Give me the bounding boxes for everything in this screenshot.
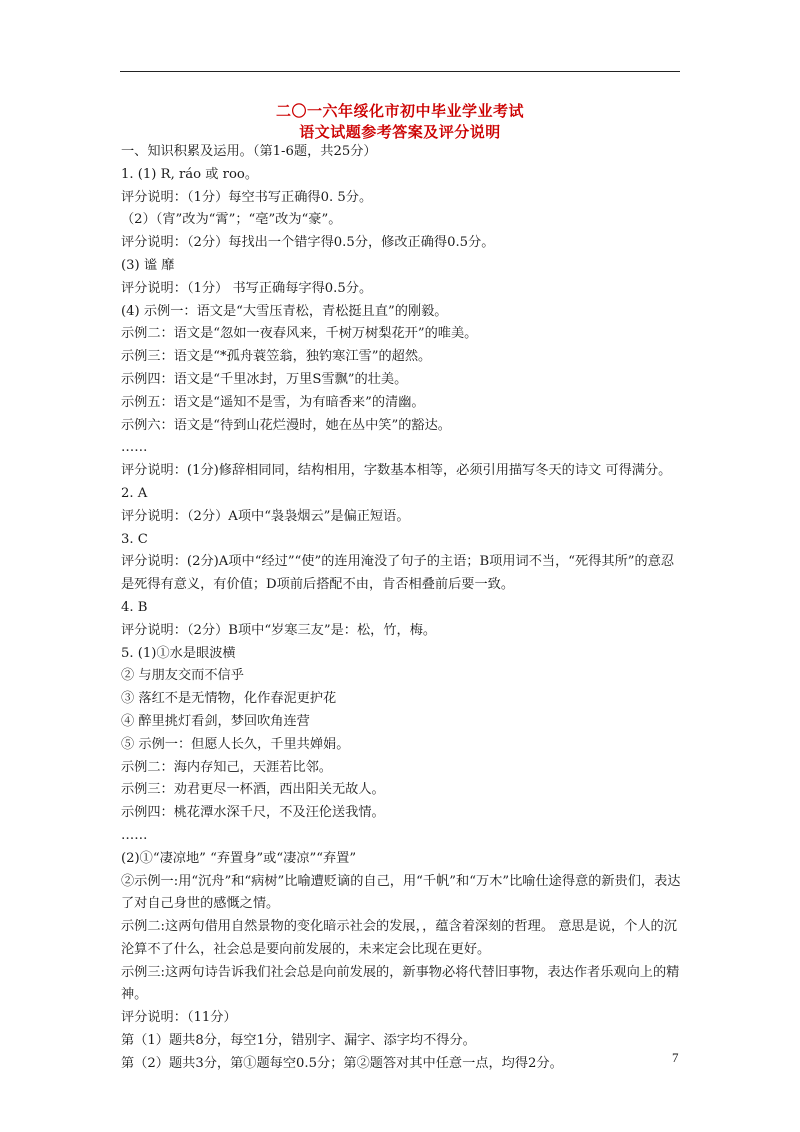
document-subtitle: 语文试题参考答案及评分说明	[299, 123, 501, 141]
answer-content	[121, 141, 687, 1076]
text-line: 示例二：海内存知己，天涯若比邻。	[121, 759, 332, 775]
text-line: 示例六：语文是“待到山花烂漫时，她在丛中笑”的豁达。	[121, 417, 451, 433]
text-line: 2. A	[121, 485, 148, 501]
text-line: ②示例一:用“沉舟”和“病树”比喻遭贬谪的自己，用“千帆”和“万木”比喻仕途得意的新贵们，表达了对自己身世的感慨之情。	[121, 873, 681, 912]
text-line: ② 与朋友交而不信乎	[121, 668, 244, 684]
text-line: (2)①“凄凉地” “弃置身”或“凄凉”“弃置”	[121, 850, 357, 866]
text-line: ④ 醉里挑灯看剑，梦回吹角连营	[121, 713, 310, 729]
header-rule	[120, 71, 680, 72]
text-line: 第（1）题共8分，每空1分，错别字、漏字、添字均不得分。	[121, 1033, 476, 1049]
text-line: 评分说明：(1分)修辞相同同，结构相用，字数基本相等，必须引用描写冬天的诗文 可得满分。	[121, 463, 672, 479]
text-line: 示例四：桃花潭水深千尺，不及汪伦送我情。	[121, 805, 385, 821]
text-line: ③ 落红不是无情物，化作春泥更护花	[121, 691, 337, 707]
document-title: 二〇一六年绥化市初中毕业学业考试	[275, 102, 524, 120]
text-line: 示例三：语文是“*孤舟蓑笠翁，独钓寒江雪”的超然。	[121, 349, 432, 365]
text-line: 示例三:这两句诗告诉我们社会总是向前发展的，新事物必将代替旧事物，表达作者乐观向上的精神。	[121, 964, 680, 1003]
text-line: 评分说明：（11分）	[121, 1010, 237, 1026]
text-line: 评分说明：(2分)A项中“经过”“使”的连用淹没了句子的主语；B项用词不当，“死得其所”的意忍是死得有意义，有价值；D项前后搭配不由，肯否相叠前后要一致。	[121, 554, 675, 593]
text-line: 示例五：语文是“遥知不是雪，为有暗香来”的清幽。	[121, 394, 425, 410]
page-number: 7	[672, 1050, 679, 1065]
text-line: 示例三：劝君更尽一杯酒，西出阳关无故人。	[121, 782, 385, 798]
section-heading: 一、知识积累及运用。（第1-6题，共25分）	[121, 144, 377, 159]
ellipsis-line: ……	[121, 440, 148, 456]
text-line: 第（2）题共3分，第①题每空0.5分；第②题答对其中任意一点，均得2分。	[121, 1055, 563, 1071]
ellipsis-line: ……	[121, 827, 148, 843]
text-line: 评分说明：（2分）A项中“袅袅烟云”是偏正短语。	[121, 508, 410, 524]
text-line: 示例二:这两句借用自然景物的变化暗示社会的发展，，蕴含着深刻的哲理。 意思是说，个人的沉沦算不了什么，社会总是要向前发展的，未来定会比现在更好。	[121, 919, 677, 957]
text-line: (3) 谧 靡	[121, 257, 175, 273]
text-line: 评分说明：（2分）B项中“岁寒三友”是：松，竹，梅。	[121, 622, 437, 638]
text-line: 1. (1) R, ráo 或 roo。	[121, 166, 259, 182]
text-line: 评分说明：（1分）每空书写正确得0. 5分。	[121, 189, 373, 205]
text-line: 示例四：语文是“千里冰封，万里S雪飘”的壮美。	[121, 371, 408, 387]
text-line: 评分说明：（1分） 书写正确每字得0.5分。	[121, 280, 373, 296]
text-line: 3. C	[121, 531, 148, 547]
text-line: ⑤ 示例一：但愿人长久，千里共婵娟。	[121, 736, 350, 752]
text-line: 5. (1)①水是眼波横	[121, 645, 236, 661]
text-line: 示例二：语文是“忽如一夜春风来，千树万树梨花开”的唯美。	[121, 326, 478, 342]
text-line: （2）（宵”改为“霄”；“亳”改为“豪”。	[121, 212, 342, 228]
text-line: 4. B	[121, 599, 148, 615]
text-line: (4) 示例一：语文是“大雪压青松，青松挺且直”的刚毅。	[121, 303, 448, 319]
text-line: 评分说明：（2分）每找出一个错字得0.5分，修改正确得0.5分。	[121, 235, 495, 251]
